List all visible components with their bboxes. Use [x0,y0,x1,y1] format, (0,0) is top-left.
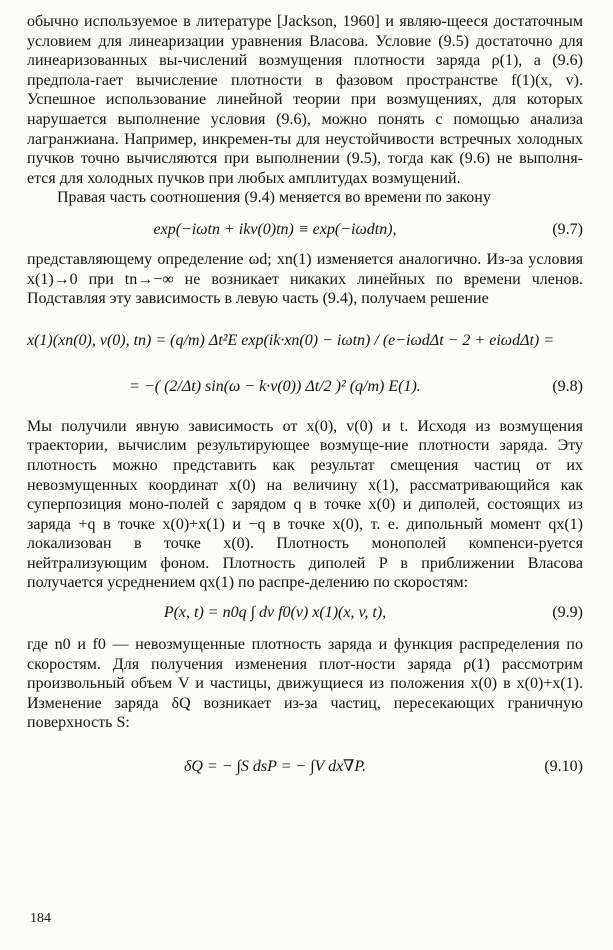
equation-body: P(x, t) = n0q ∫ dv f0(v) x(1)(x, v, t), [163,604,387,622]
equation [27,745,583,789]
equation [27,365,583,409]
equation-body: = −( (2/Δt) sin(ω − k·v(0)) Δt/2 )² (q/m) E(1). [129,377,421,395]
text-column [27,12,583,789]
equation-number: (9.8) [552,377,583,395]
paragraph: представляющему определение ωd; xn(1) изменяется аналогично. Из-за условия x(1)→0 при tn→−∞ не возникает никаких линейных по времени членов. Подставляя эту зависимость в левую часть (9.4), получаем решение [27,250,583,308]
equation-number: (9.7) [552,220,583,238]
paragraph: где n0 и f0 — невозмущенные плотность заряда и функция распределения по скоростям. Для получения изменения плот-ности заряда ρ(1) рассмотрим произвольный объем V и частицы, движущиеся из положения x(0) в x(0)+x(1). Изменение заряда δQ возникает из-за частиц, пересекающих граничную поверхность S: [27,636,583,732]
page-number: 184 [30,911,51,926]
equation-body: δQ = − ∫S dsP = − ∫V dx∇P. [183,758,367,776]
paragraph: Мы получили явную зависимость от x(0), v(0) и t. Исходя из возмущения траектории, вычислим результирующее возмуще-ние плотности заряда. Эту плотность можно представить как результат смещения частиц от их невозмущенных координат x(0) на величину x(1), рассматривающийся как суперпозиция моно-полей с зарядом q в точке x(0) и диполей, состоящих из заряда +q в точке x(0)+x(1) и −q в точке x(0), т. е. дипольный момент qx(1) локализован в точке x(0). Плотность монополей компенси-руется нейтрализующим фоном. Плотность диполей P в приближении Власова получается усреднением qx(1) по распре-делению по скоростям: [27,417,583,592]
equation-number: (9.10) [544,758,583,776]
paragraph: обычно используемое в литературе [Jackson, 1960] и являю-щееся достаточным условием для линеаризации уравнения Власова. Условие (9.5) достаточно для линеаризованных вы-числений возмущения плотности заряда ρ(1), а (9.6) предпола-гает вычисление плотности в фазовом пространстве f(1)(x, v). Успешное использование линейной теории при возмущениях, для которых нарушается выполнение условия (9.6), можно понять с помощью анализа лагранжиана. Например, инкремен-ты для неустойчивости встречных холодных пучков точно вычисляются при выполнении (9.5), тогда как (9.6) не выполня-ется для холодных пучков при любых амплитудах возмущений. [27,13,583,187]
equation [27,216,583,244]
equation [27,599,583,627]
equation-number: (9.9) [552,604,583,622]
equation-body: exp(−iωtn + ikv(0)tn) ≡ exp(−iωdtn), [153,220,397,238]
equation [27,319,583,363]
paragraph: Правая часть соотношения (9.4) меняется во времени по закону [57,189,491,207]
equation-body: x(1)(xn(0), v(0), tn) = (q/m) Δt²E exp(ik·xn(0) − iωtn) / (e−iωdΔt − 2 + eiωdΔt) = [27,331,555,349]
